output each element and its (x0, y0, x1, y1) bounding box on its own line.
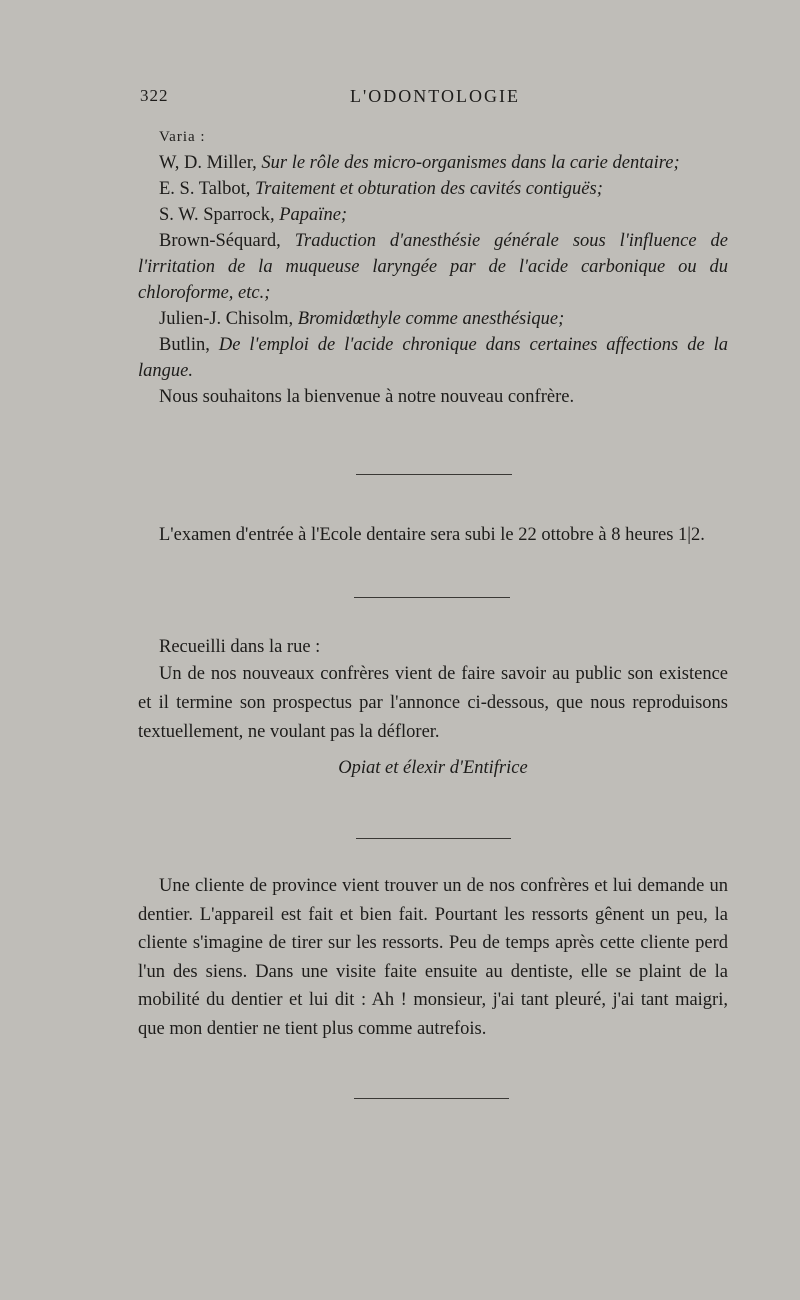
section-rule (356, 838, 511, 839)
varia-section (138, 124, 728, 410)
exam-section (138, 522, 728, 548)
running-title: L'ODONTOLOGIE (350, 86, 520, 106)
varia-entry: W, D. Miller, Sur le rôle des micro-organismes dans la carie dentaire; (159, 153, 680, 173)
varia-entry: E. S. Talbot, Traitement et obturation des cavités contiguës; (159, 179, 603, 199)
section-rule (356, 474, 512, 475)
recueilli-heading: Recueilli dans la rue : (159, 637, 321, 657)
section-rule (354, 1098, 509, 1099)
recueilli-paragraph: Un de nos nouveaux confrères vient de faire savoir au public son existence et il termine son prospectus par l'annonce ci-dessous, que nous reproduisons textuellement, ne voulant pas la déflorer. (138, 664, 728, 742)
recueilli-section (138, 634, 728, 781)
anecdote-section (138, 872, 728, 1043)
advert-quote: Opiat et élexir d'Entifrice (338, 758, 528, 778)
varia-entry: Brown-Séquard, Traduction d'anesthésie générale sous l'influence de l'irritation de la muqueuse laryngée par de l'acide carbonique ou du chloroforme, etc.; (138, 231, 729, 303)
page-header (140, 86, 730, 116)
welcome-sentence: Nous souhaitons la bienvenue à notre nouveau confrère. (159, 387, 575, 407)
varia-entry: S. W. Sparrock, Papaïne; (159, 205, 348, 225)
section-rule (354, 597, 510, 598)
varia-entry: Butlin, De l'emploi de l'acide chronique dans certaines affections de la langue. (138, 335, 729, 381)
exam-notice: L'examen d'entrée à l'Ecole dentaire sera subi le 22 ottobre à 8 heures 1|2. (159, 525, 705, 545)
varia-heading: Varia : (159, 129, 206, 145)
anecdote-paragraph: Une cliente de province vient trouver un de nos confrères et lui demande un dentier. L'appareil est fait et bien fait. Pourtant les ressorts gênent un peu, la cliente s'imagine de tirer sur les ressorts. Peu de temps après cette cliente perd l'un des siens. Dans une visite faite ensuite au dentiste, elle se plaint de la mobilité du dentier et lui dit : Ah ! monsieur, j'ai tant pleuré, j'ai tant maigri, que mon dentier ne tient plus comme autrefois. (138, 876, 728, 1039)
varia-entry: Julien-J. Chisolm, Bromidœthyle comme anesthésique; (159, 309, 565, 329)
page-number: 322 (140, 86, 169, 105)
